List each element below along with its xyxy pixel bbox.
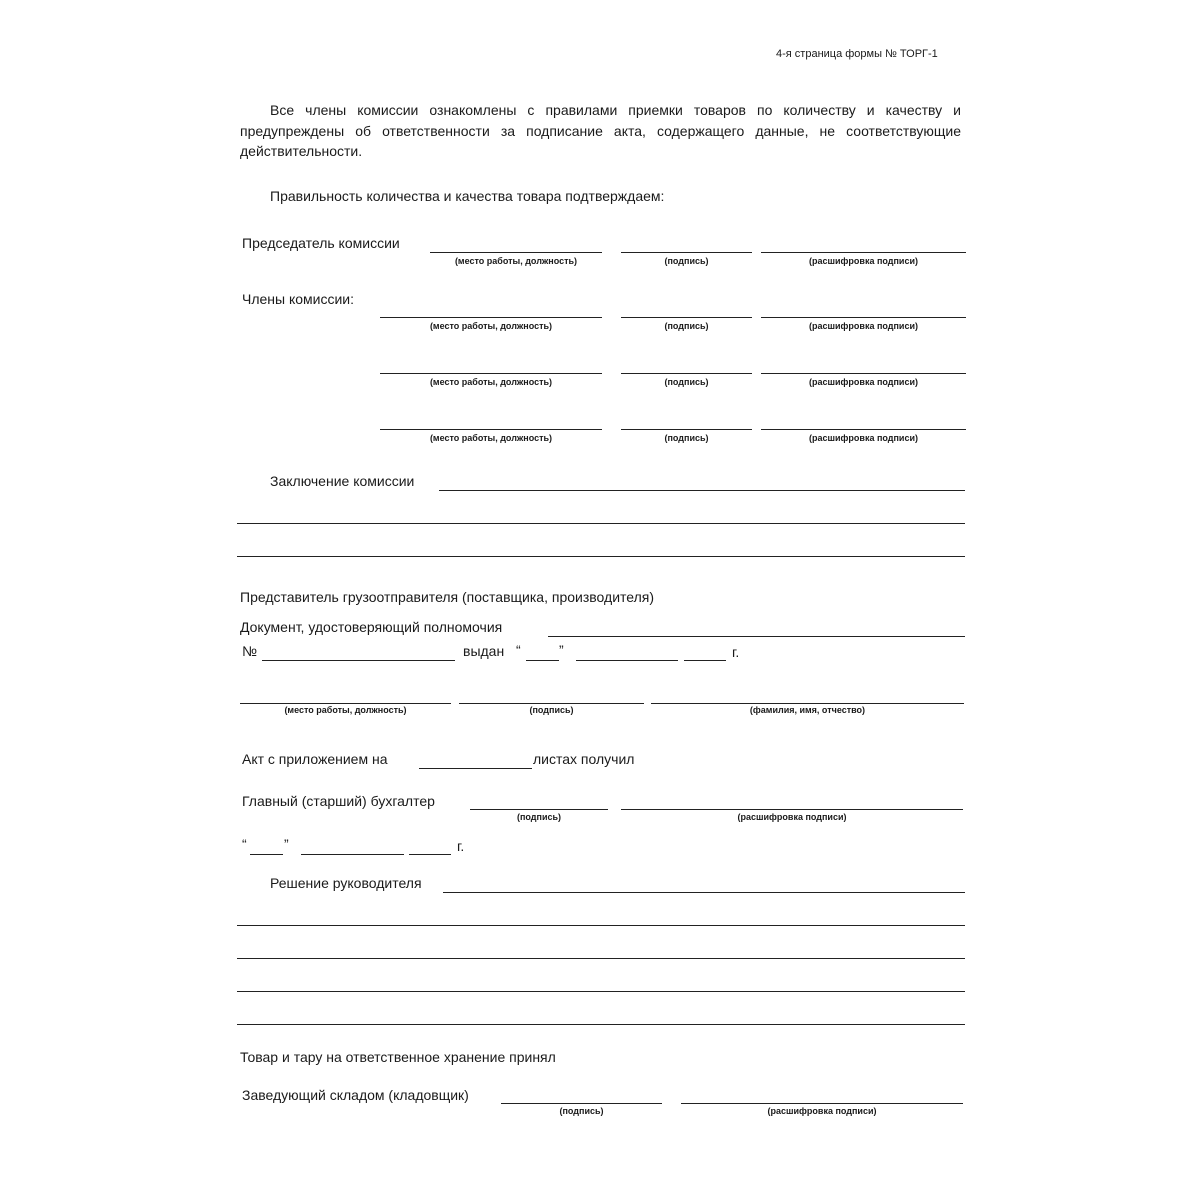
form-page-label: 4-я страница формы № ТОРГ-1 — [776, 48, 938, 60]
act-received-suffix: листах получил — [533, 751, 635, 767]
decision-line-4[interactable] — [237, 991, 965, 992]
workplace-caption: (место работы, должность) — [429, 377, 553, 387]
signature-caption: (подпись) — [559, 1106, 604, 1116]
intro-paragraph: Все члены комиссии ознакомлены с правилами приемки товаров по количеству и качеству и предупреждены об ответственности за подписание акта, содержащего данные, не соответствующие действительности. — [240, 102, 961, 159]
storage-accepted-label: Товар и тару на ответственное хранение принял — [240, 1049, 556, 1065]
quote-open: “ — [516, 642, 521, 658]
authority-doc-label: Документ, удостоверяющий полномочия — [240, 619, 503, 635]
signature-caption: (подпись) — [529, 705, 574, 715]
shipper-signature-line[interactable] — [459, 703, 644, 704]
accountant-day-line[interactable] — [250, 854, 283, 855]
issued-month-line[interactable] — [576, 660, 678, 661]
year-suffix: г. — [732, 644, 740, 660]
issued-year-line[interactable] — [684, 660, 726, 661]
decision-line-1[interactable] — [443, 892, 965, 893]
keeper-signature-line[interactable] — [501, 1103, 662, 1104]
decoding-caption: (расшифровка подписи) — [737, 812, 847, 822]
accountant-label: Главный (старший) бухгалтер — [242, 793, 435, 809]
keeper-decoding-line[interactable] — [681, 1103, 963, 1104]
workplace-caption: (место работы, должность) — [284, 705, 407, 715]
fullname-caption: (фамилия, имя, отчество) — [749, 705, 866, 715]
decoding-caption: (расшифровка подписи) — [767, 1106, 877, 1116]
member-1-workplace-line[interactable] — [380, 317, 602, 318]
shipper-workplace-line[interactable] — [240, 703, 451, 704]
decoding-caption: (расшифровка подписи) — [809, 256, 918, 266]
authority-doc-line[interactable] — [548, 636, 965, 637]
decoding-caption: (расшифровка подписи) — [809, 433, 918, 443]
sheets-count-line[interactable] — [419, 768, 532, 769]
doc-number-line[interactable] — [262, 660, 455, 661]
workplace-caption: (место работы, должность) — [429, 321, 553, 331]
member-3-signature-line[interactable] — [621, 429, 752, 430]
act-received-prefix: Акт с приложением на — [242, 751, 388, 767]
workplace-caption: (место работы, должность) — [454, 256, 578, 266]
decoding-caption: (расшифровка подписи) — [809, 321, 918, 331]
chairman-signature-line[interactable] — [621, 252, 752, 253]
member-1-signature-line[interactable] — [621, 317, 752, 318]
accountant-decoding-line[interactable] — [621, 809, 963, 810]
signature-caption: (подпись) — [664, 256, 709, 266]
quote-close: ” — [559, 642, 564, 658]
accountant-signature-line[interactable] — [470, 809, 608, 810]
member-1-decoding-line[interactable] — [761, 317, 966, 318]
member-3-decoding-line[interactable] — [761, 429, 966, 430]
chairman-label: Председатель комиссии — [242, 235, 400, 251]
member-2-decoding-line[interactable] — [761, 373, 966, 374]
decision-line-5[interactable] — [237, 1024, 965, 1025]
confirm-text: Правильность количества и качества товара подтверждаем: — [270, 188, 665, 204]
signature-caption: (подпись) — [516, 812, 562, 822]
shipper-title: Представитель грузоотправителя (поставщика, производителя) — [240, 589, 654, 605]
conclusion-line-3[interactable] — [237, 556, 965, 557]
warehouse-keeper-label: Заведующий складом (кладовщик) — [242, 1087, 469, 1103]
year-suffix: г. — [457, 838, 465, 854]
member-2-workplace-line[interactable] — [380, 373, 602, 374]
conclusion-line-2[interactable] — [237, 523, 965, 524]
conclusion-label: Заключение комиссии — [270, 473, 415, 489]
decision-line-2[interactable] — [237, 925, 965, 926]
chairman-workplace-line[interactable] — [430, 252, 602, 253]
conclusion-line-1[interactable] — [439, 490, 965, 491]
quote-close: ” — [284, 836, 289, 852]
members-label: Члены комиссии: — [242, 291, 355, 307]
quote-open: “ — [242, 836, 247, 852]
issued-label: выдан — [463, 643, 505, 659]
decoding-caption: (расшифровка подписи) — [809, 377, 918, 387]
number-sign: № — [242, 643, 258, 659]
issued-day-line[interactable] — [526, 660, 559, 661]
decision-line-3[interactable] — [237, 958, 965, 959]
signature-caption: (подпись) — [664, 321, 709, 331]
signature-caption: (подпись) — [664, 433, 709, 443]
decision-label: Решение руководителя — [270, 875, 422, 891]
workplace-caption: (место работы, должность) — [429, 433, 553, 443]
chairman-decoding-line[interactable] — [761, 252, 966, 253]
signature-caption: (подпись) — [664, 377, 709, 387]
member-2-signature-line[interactable] — [621, 373, 752, 374]
accountant-year-line[interactable] — [409, 854, 451, 855]
member-3-workplace-line[interactable] — [380, 429, 602, 430]
accountant-month-line[interactable] — [301, 854, 404, 855]
shipper-fullname-line[interactable] — [651, 703, 964, 704]
